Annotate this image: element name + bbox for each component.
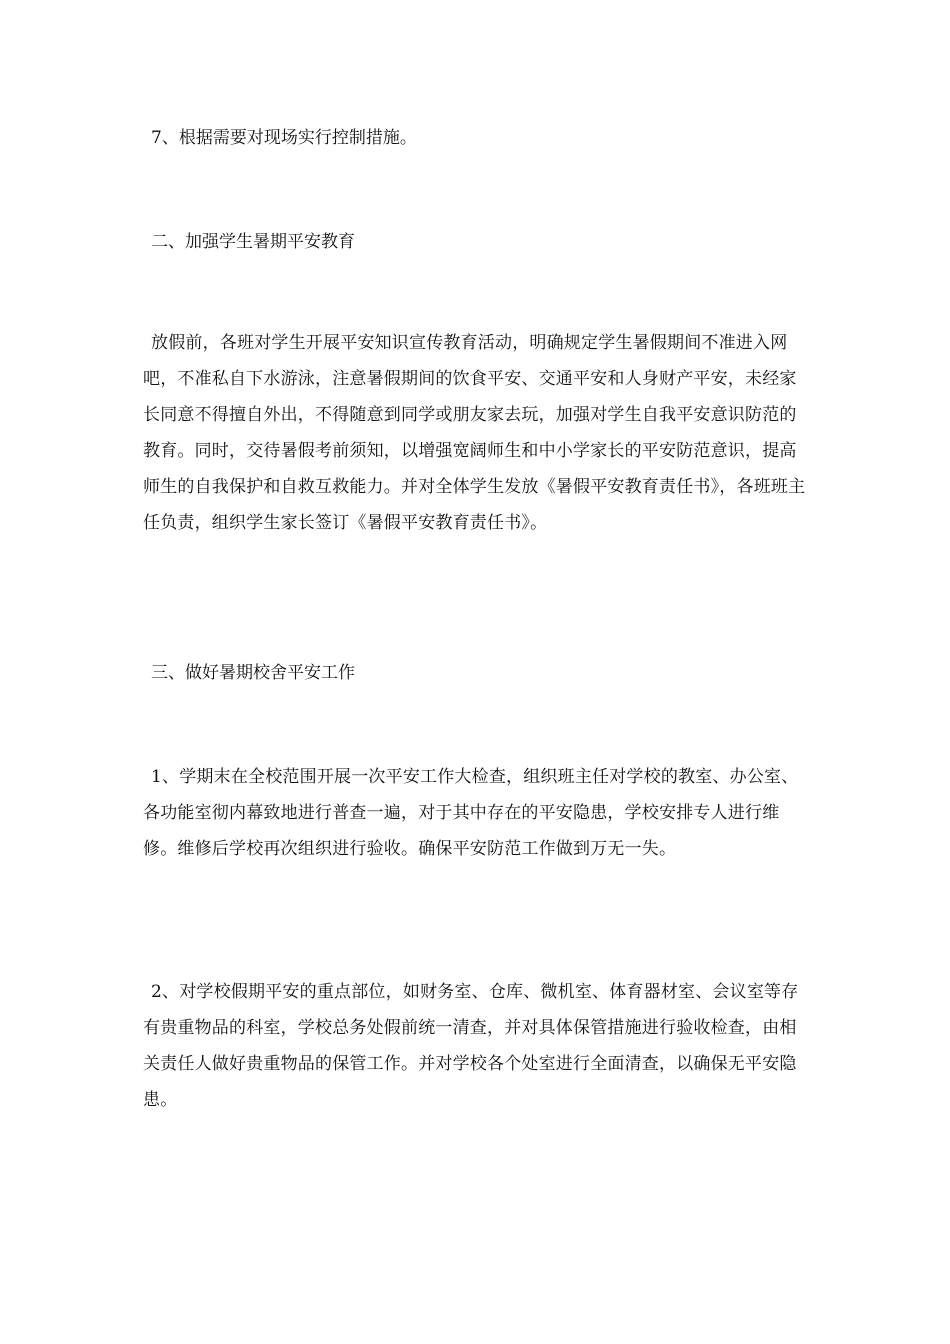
section-3-item-1: 1、学期末在全校范围开展一次平安工作大检查，组织班主任对学校的教室、办公室、各功能室彻内幕致地进行普查一遍，对于其中存在的平安隐患，学校安排专人进行维修。维修后学校再次组织进行验收。确保平安防范工作做到万无一失。 [143,767,799,859]
list-item-7: 7、根据需要对现场实行控制措施。 [151,128,417,148]
section-heading-3: 三、做好暑期校舍平安工作 [151,663,355,683]
section-heading-2: 二、加强学生暑期平安教育 [151,232,355,252]
section-3-item-2: 2、对学校假期平安的重点部位，如财务室、仓库、微机室、体育器材室、会议室等存有贵重物品的科室，学校总务处假前统一清查，并对具体保管措施进行验收检查，由相关责任人做好贵重物品的保管工作。并对学校各个处室进行全面清查，以确保无平安隐患。 [143,982,799,1110]
section-2-paragraph: 放假前，各班对学生开展平安知识宣传教育活动，明确规定学生暑假期间不准进入网吧，不准私自下水游泳，注意暑假期间的饮食平安、交通平安和人身财产平安，未经家长同意不得擅自外出，不得随意到同学或朋友家去玩，加强对学生自我平安意识防范的教育。同时，交待暑假考前须知，以增强宽阔师生和中小学家长的平安防范意识，提高师生的自我保护和自救互救能力。并对全体学生发放《暑假平安教育责任书》，各班班主任负责，组织学生家长签订《暑假平安教育责任书》。 [143,333,806,533]
